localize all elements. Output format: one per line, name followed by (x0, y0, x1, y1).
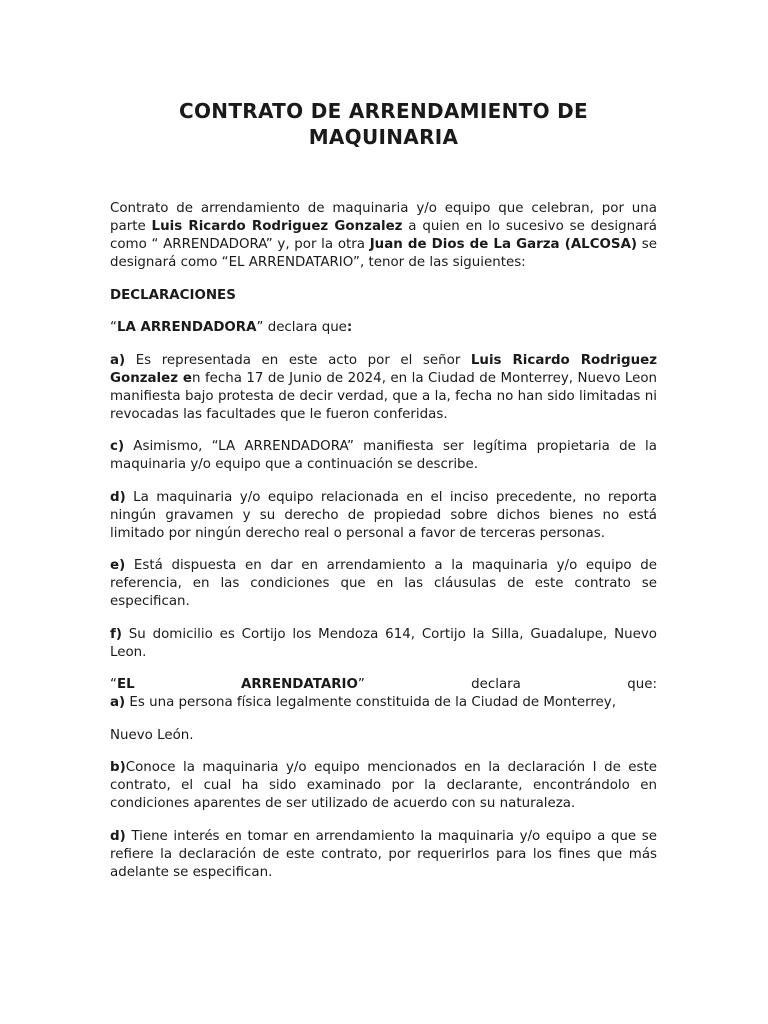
item-text: Es representada en este acto por el señor (125, 352, 471, 368)
arrendatario-heading-part-2 (241, 676, 365, 694)
arrendadora-heading-name: LA ARRENDADORA (116, 320, 257, 335)
item-text: Asimismo, “LA ARRENDADORA” manifiesta ser legítima propietaria de la maquinaria y/o equipo que a continuación se describe. (110, 439, 657, 472)
arrendatario-item-b (110, 759, 657, 813)
arrendatario-heading-w4: que: (627, 677, 657, 692)
item-letter: b) (110, 760, 126, 775)
title-line-2: MAQUINARIA (308, 125, 459, 149)
arrendatario-item-a-continuation: Nuevo León. (110, 727, 194, 743)
item-text: Conoce la maquinaria y/o equipo mencionados en la declaración I de este contrato, el cual ha sido examinado por la declarante, encontrándolo en condiciones aparentes de ser utilizado de acuerdo con su naturaleza. (110, 760, 657, 811)
arrendadora-heading (110, 319, 657, 337)
item-text: Su domicilio es Cortijo los Mendoza 614, Cortijo la Silla, Guadalupe, Nuevo Leon. (110, 626, 657, 660)
arrendatario-item-a (110, 694, 657, 712)
intro-text-3: se designará como “EL ARRENDATARIO”, tenor de las siguientes: (110, 237, 657, 270)
arrendadora-heading-rest: ” declara que (256, 320, 347, 335)
item-letter: e) (110, 558, 126, 573)
quote-close: ” (357, 677, 365, 692)
arrendatario-heading-w2: ARRENDATARIO (240, 677, 358, 692)
arrendadora-heading-colon: : (346, 320, 353, 335)
title-line-1: CONTRATO DE ARRENDAMIENTO DE (179, 99, 588, 123)
arrendadora-item-d (110, 489, 657, 543)
arrendatario-heading (110, 676, 657, 694)
document-title (110, 98, 657, 150)
declaraciones-heading (110, 287, 657, 305)
arrendadora-item-c (110, 438, 657, 474)
arrendatario-item-d (110, 828, 657, 882)
arrendadora-item-a (110, 352, 657, 424)
quote-open: “ (110, 320, 117, 335)
intro-text-1: Contrato de arrendamiento de maquinaria y/o equipo que celebran, por una parte (110, 201, 657, 234)
item-letter: d) (110, 828, 126, 844)
arrendadora-item-f (110, 626, 657, 662)
declaraciones-heading-text: DECLARACIONES (110, 287, 236, 303)
document-page (110, 98, 657, 896)
arrendatario-name: Juan de Dios de La Garza (ALCOSA) (369, 237, 638, 252)
item-text-cont: n fecha 17 de Junio de 2024, en la Ciudad de Monterrey, Nuevo Leon manifiesta bajo protesta de decir verdad, que a la, fecha no han sido limitadas ni revocadas las facultades que le fueron conferidas. (110, 370, 658, 422)
quote-open: “ (110, 677, 117, 692)
arrendatario-heading-w3: declara (471, 677, 521, 692)
arrendadora-name: Luis Ricardo Rodriguez Gonzalez (151, 219, 403, 234)
arrendadora-item-e (110, 557, 657, 611)
representative-name: Luis Ricardo Rodriguez Gonzalez e (110, 352, 657, 386)
arrendatario-heading-w1: EL (116, 677, 135, 692)
item-text: Está dispuesta en dar en arrendamiento a la maquinaria y/o equipo de referencia, en las condiciones que en las cláusulas de este contrato se especifican. (110, 558, 657, 609)
item-text: La maquinaria y/o equipo relacionada en el inciso precedente, no reporta ningún gravamen y su derecho de propiedad sobre dichos bienes no está limitado por ningún derecho real o personal a favor de terceras personas. (110, 489, 657, 541)
item-letter: a) (110, 352, 126, 368)
intro-paragraph (110, 200, 657, 272)
item-letter: f) (110, 626, 122, 642)
item-letter: c) (110, 439, 125, 454)
arrendatario-heading-part-1 (110, 676, 135, 694)
item-letter: a) (110, 695, 126, 710)
item-text: Tiene interés en tomar en arrendamiento la maquinaria y/o equipo a que se refiere la declaración de este contrato, por requerirlos para los fines que más adelante se especifican. (110, 828, 657, 880)
intro-text-2: a quien en lo sucesivo se designará como “ ARRENDADORA” y, por la otra (110, 219, 657, 252)
item-letter: d) (110, 489, 126, 505)
item-text: Es una persona física legalmente constituida de la Ciudad de Monterrey, (125, 695, 616, 710)
